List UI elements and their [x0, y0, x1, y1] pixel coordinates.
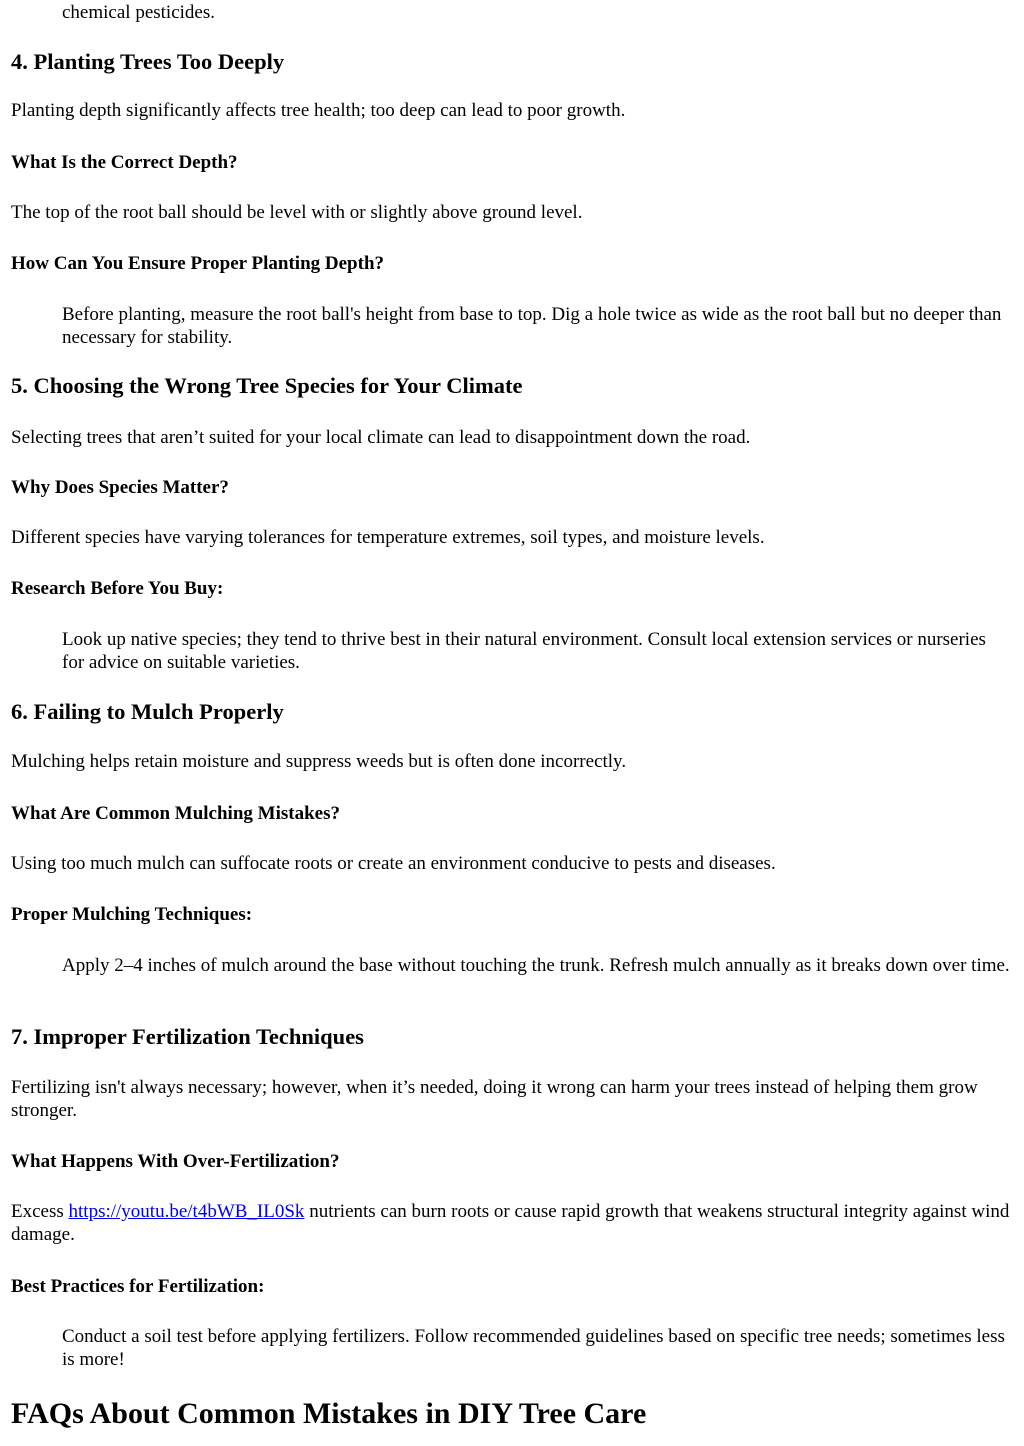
blockquote-tip: Before planting, measure the root ball's height from base to top. Dig a hole twice as wide as the root ball but no deeper than necessary for stability. — [62, 304, 1002, 348]
paragraph-answer: Different species have varying tolerances for temperature extremes, soil types, and moisture levels. — [11, 527, 765, 548]
section-intro: Selecting trees that aren’t suited for your local climate can lead to disappointment down the road. — [11, 427, 751, 448]
subheading-mulching-mistakes: What Are Common Mulching Mistakes? — [11, 803, 340, 824]
section-heading-wrong-species: 5. Choosing the Wrong Tree Species for Your Climate — [11, 373, 523, 398]
paragraph-answer: Using too much mulch can suffocate roots or create an environment conducive to pests and diseases. — [11, 853, 776, 874]
section-intro: Mulching helps retain moisture and suppress weeds but is often done incorrectly. — [11, 751, 627, 772]
answer-text-after: nutrients can burn roots or cause rapid growth that weakens structural integrity against wind damage. — [11, 1201, 1010, 1245]
section-intro: Planting depth significantly affects tree health; too deep can lead to poor growth. — [11, 100, 626, 121]
answer-text-before: Excess — [11, 1201, 69, 1222]
youtube-link[interactable]: https://youtu.be/t4bWB_IL0Sk — [68, 1201, 305, 1222]
paragraph-answer — [11, 1200, 1016, 1246]
section-heading-fertilization: 7. Improper Fertilization Techniques — [11, 1024, 364, 1049]
subheading-over-fertilization: What Happens With Over-Fertilization? — [11, 1151, 340, 1172]
section-intro: Fertilizing isn't always necessary; however, when it’s needed, doing it wrong can harm your trees instead of helping them grow stronger. — [11, 1077, 978, 1121]
subheading-fertilization-practices: Best Practices for Fertilization: — [11, 1276, 265, 1297]
blockquote-tip: Conduct a soil test before applying fertilizers. Follow recommended guidelines based on specific tree needs; sometimes less is more! — [62, 1326, 1005, 1370]
subheading-ensure-depth: How Can You Ensure Proper Planting Depth? — [11, 253, 385, 274]
blockquote-tip: Look up native species; they tend to thrive best in their natural environment. Consult local extension services or nurseries for advice on suitable varieties. — [62, 629, 986, 673]
section-heading-planting-depth: 4. Planting Trees Too Deeply — [11, 49, 285, 74]
paragraph-answer: The top of the root ball should be level with or slightly above ground level. — [11, 202, 583, 223]
subheading-research: Research Before You Buy: — [11, 578, 224, 599]
subheading-mulching-techniques: Proper Mulching Techniques: — [11, 904, 253, 925]
subheading-correct-depth: What Is the Correct Depth? — [11, 152, 238, 173]
blockquote-fragment: chemical pesticides. — [62, 2, 215, 23]
faq-heading: FAQs About Common Mistakes in DIY Tree Care — [11, 1397, 647, 1430]
blockquote-tip: Apply 2–4 inches of mulch around the base without touching the trunk. Refresh mulch annually as it breaks down over time. — [62, 955, 1010, 976]
section-heading-mulch: 6. Failing to Mulch Properly — [11, 699, 284, 724]
subheading-species-matter: Why Does Species Matter? — [11, 477, 229, 498]
